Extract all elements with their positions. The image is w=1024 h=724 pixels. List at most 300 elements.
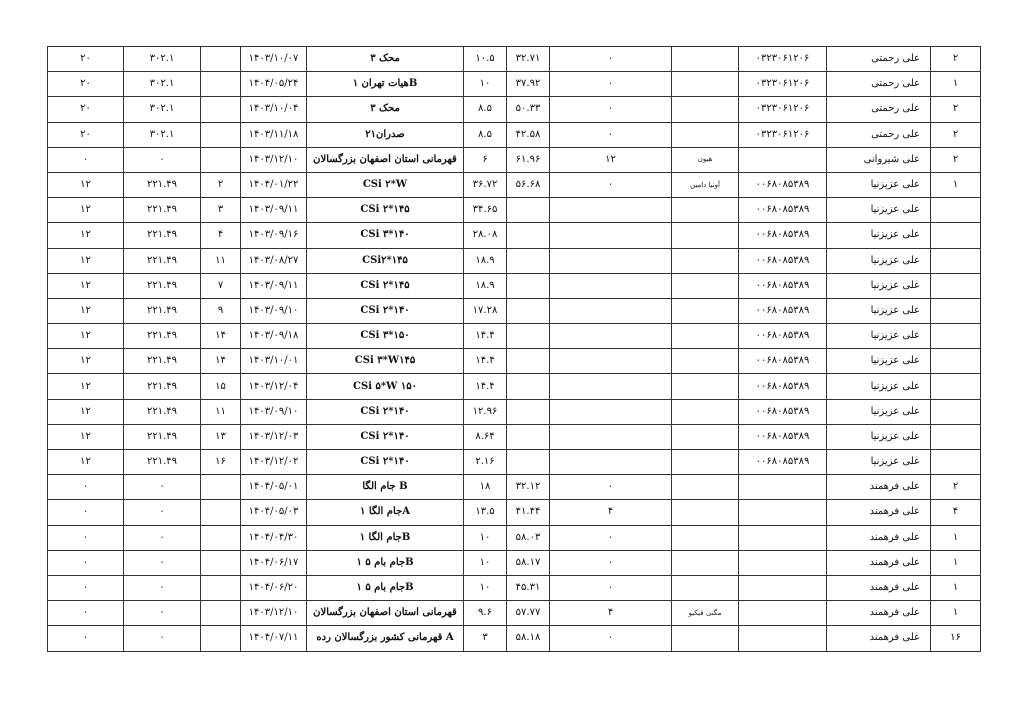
cell-c7: ۵۸.۱۷ [507,550,550,575]
table-row [48,626,981,651]
cell-c3 [201,122,241,147]
cell-date: ۱۴۰۳/۱۲/۰۴ [241,374,307,399]
cell-c9: مگنی فیکیو [672,601,739,626]
cell-c7 [507,248,550,273]
cell-name: علی عزیزنیا [827,298,931,323]
cell-c1: ۱۲ [48,450,124,475]
cell-c9: آونیا دامین [672,172,739,197]
cell-c6: ۱۳.۵ [464,500,507,525]
cell-c7: ۳۲.۷۱ [507,47,550,72]
table-row [48,575,981,600]
table-row [48,248,981,273]
cell-name: علی عزیزنیا [827,399,931,424]
cell-phone: ۰۰۶۸۰۸۵۳۸۹ [739,424,827,449]
cell-c12: ۱ [931,172,981,197]
cell-name: علی فرهمند [827,550,931,575]
cell-c9 [672,198,739,223]
cell-name: علی عزیزنیا [827,324,931,349]
cell-date: ۱۴۰۳/۰۹/۱۱ [241,198,307,223]
cell-c1: ۰ [48,500,124,525]
cell-c6: ۳ [464,626,507,651]
cell-phone: ۰۳۲۳۰۶۱۲۰۶ [739,122,827,147]
cell-competition: CSi ۲*۱۴۰ [307,399,464,424]
cell-c2: ۰ [124,147,201,172]
cell-c8 [550,273,672,298]
cell-c7: ۴۱.۴۴ [507,500,550,525]
table-row [48,97,981,122]
cell-c8 [550,298,672,323]
cell-phone: ۰۳۲۳۰۶۱۲۰۶ [739,47,827,72]
cell-date: ۱۴۰۴/۰۵/۰۳ [241,500,307,525]
cell-c1: ۱۲ [48,172,124,197]
cell-c7: ۴۲.۵۸ [507,122,550,147]
cell-competition: قهرمانی استان اصفهان بزرگسالان [307,601,464,626]
cell-c8: ۰ [550,626,672,651]
cell-c3: ۱۶ [201,450,241,475]
cell-name: علی عزیزنیا [827,424,931,449]
cell-c8 [550,248,672,273]
cell-c7 [507,198,550,223]
cell-c6: ۱۰ [464,575,507,600]
cell-c3 [201,500,241,525]
cell-c8 [550,450,672,475]
cell-c9 [672,500,739,525]
table-row [48,223,981,248]
records-table [47,46,981,652]
cell-c8 [550,374,672,399]
cell-c8: ۰ [550,122,672,147]
cell-c3: ۱۴ [201,324,241,349]
cell-c2: ۰ [124,575,201,600]
cell-c12 [931,248,981,273]
cell-c7 [507,424,550,449]
cell-date: ۱۴۰۳/۰۹/۱۸ [241,324,307,349]
cell-c12: ۲ [931,475,981,500]
cell-name: علی عزیزنیا [827,374,931,399]
cell-c9 [672,324,739,349]
cell-c6: ۶ [464,147,507,172]
cell-c12 [931,374,981,399]
cell-competition: CSi ۲*W [307,172,464,197]
cell-competition: CSi ۳*۱۵۰ [307,324,464,349]
cell-competition: جام الگا ۱A [307,500,464,525]
cell-c12: ۱ [931,72,981,97]
cell-date: ۱۴۰۴/۰۵/۲۴ [241,72,307,97]
cell-c6: ۱۴.۴ [464,324,507,349]
cell-c7 [507,450,550,475]
cell-c8 [550,324,672,349]
cell-c8: ۱۲ [550,147,672,172]
cell-c6: ۸.۵ [464,122,507,147]
cell-c9 [672,399,739,424]
cell-phone [739,550,827,575]
cell-date: ۱۴۰۳/۰۹/۱۶ [241,223,307,248]
cell-date: ۱۴۰۳/۱۲/۰۳ [241,424,307,449]
cell-c3: ۱۳ [201,424,241,449]
cell-phone [739,525,827,550]
cell-c1: ۱۲ [48,273,124,298]
cell-c7: ۳۲.۱۲ [507,475,550,500]
cell-competition: محک ۳ [307,47,464,72]
cell-c6: ۱۷.۲۸ [464,298,507,323]
cell-c2: ۲۲۱.۴۹ [124,172,201,197]
cell-name: علی عزیزنیا [827,349,931,374]
cell-c8 [550,223,672,248]
cell-c8: ۰ [550,475,672,500]
cell-c3 [201,72,241,97]
cell-c6: ۱۰ [464,550,507,575]
cell-c12: ۴ [931,500,981,525]
cell-c9 [672,122,739,147]
cell-c7: ۳۷.۹۲ [507,72,550,97]
cell-c3: ۹ [201,298,241,323]
cell-c12: ۲ [931,147,981,172]
cell-c2: ۲۲۱.۴۹ [124,450,201,475]
cell-c2: ۲۲۱.۴۹ [124,324,201,349]
cell-date: ۱۴۰۳/۱۰/۰۱ [241,349,307,374]
table-row [48,450,981,475]
cell-c3 [201,525,241,550]
cell-date: ۱۴۰۳/۱۲/۰۲ [241,450,307,475]
cell-name: علی رحمتی [827,122,931,147]
table-row [48,122,981,147]
cell-c1: ۰ [48,601,124,626]
cell-c7 [507,374,550,399]
cell-name: علی عزیزنیا [827,172,931,197]
cell-c1: ۱۲ [48,324,124,349]
cell-c1: ۱۲ [48,248,124,273]
cell-c9 [672,72,739,97]
cell-c2: ۰ [124,550,201,575]
cell-c6: ۲۸.۰۸ [464,223,507,248]
cell-c1: ۰ [48,475,124,500]
cell-c3 [201,601,241,626]
cell-phone: ۰۰۶۸۰۸۵۳۸۹ [739,172,827,197]
cell-c3: ۱۱ [201,399,241,424]
cell-competition: جام بام ۵ ۱B [307,550,464,575]
table-row [48,298,981,323]
cell-competition: جام الگا B [307,475,464,500]
cell-c6: ۱۴.۴ [464,374,507,399]
cell-c7 [507,298,550,323]
table-row [48,374,981,399]
cell-phone: ۰۰۶۸۰۸۵۳۸۹ [739,273,827,298]
cell-c2: ۲۲۱.۴۹ [124,424,201,449]
cell-c9 [672,626,739,651]
cell-c3: ۱۵ [201,374,241,399]
cell-c2: ۲۲۱.۴۹ [124,273,201,298]
cell-c1: ۱۲ [48,223,124,248]
cell-phone [739,575,827,600]
cell-c7: ۵۸.۰۳ [507,525,550,550]
cell-c2: ۲۲۱.۴۹ [124,374,201,399]
cell-c8 [550,198,672,223]
cell-name: علی رحمتی [827,97,931,122]
cell-c12 [931,399,981,424]
cell-c8: ۰ [550,525,672,550]
cell-date: ۱۴۰۳/۰۸/۲۷ [241,248,307,273]
table-row [48,399,981,424]
cell-c6: ۱۸.۹ [464,248,507,273]
cell-c12: ۱۶ [931,626,981,651]
table-row [48,475,981,500]
cell-c2: ۰ [124,601,201,626]
cell-c3 [201,475,241,500]
cell-c6: ۳۶.۷۲ [464,172,507,197]
cell-phone: ۰۰۶۸۰۸۵۳۸۹ [739,223,827,248]
cell-c8 [550,399,672,424]
cell-c8: ۰ [550,550,672,575]
table-row [48,550,981,575]
table-row [48,147,981,172]
cell-c3 [201,97,241,122]
cell-c3: ۲ [201,172,241,197]
cell-c1: ۰ [48,626,124,651]
cell-c9 [672,450,739,475]
cell-c2: ۰ [124,500,201,525]
cell-competition: جام الگا ۱B [307,525,464,550]
cell-c12 [931,349,981,374]
cell-c1: ۲۰ [48,72,124,97]
cell-date: ۱۴۰۳/۱۱/۱۸ [241,122,307,147]
table-row [48,324,981,349]
cell-c8: ۰ [550,72,672,97]
cell-c12: ۲ [931,97,981,122]
cell-c6: ۱۰.۵ [464,47,507,72]
cell-c1: ۱۲ [48,198,124,223]
cell-c2: ۲۲۱.۴۹ [124,399,201,424]
cell-competition: CSi ۲*۱۴۰ [307,450,464,475]
cell-date: ۱۴۰۳/۱۰/۰۴ [241,97,307,122]
cell-competition: CSi ۲*۱۴۵ [307,198,464,223]
cell-c6: ۲.۱۶ [464,450,507,475]
cell-c6: ۸.۶۴ [464,424,507,449]
cell-c2: ۳۰۲.۱ [124,47,201,72]
cell-c9 [672,223,739,248]
cell-name: علی عزیزنیا [827,198,931,223]
cell-c2: ۰ [124,525,201,550]
cell-c8: ۴ [550,500,672,525]
cell-c12 [931,424,981,449]
cell-competition: CSi ۵*W ۱۵۰ [307,374,464,399]
cell-c1: ۲۰ [48,122,124,147]
cell-name: علی فرهمند [827,575,931,600]
cell-c6: ۹.۶ [464,601,507,626]
cell-c12: ۲ [931,122,981,147]
table-row [48,525,981,550]
cell-c3 [201,550,241,575]
cell-competition: جام بام ۵ ۱B [307,575,464,600]
cell-c1: ۰ [48,550,124,575]
cell-c1: ۲۰ [48,97,124,122]
cell-c9 [672,550,739,575]
cell-name: علی عزیزنیا [827,248,931,273]
cell-date: ۱۴۰۳/۰۹/۱۰ [241,399,307,424]
cell-c1: ۰ [48,147,124,172]
cell-phone [739,626,827,651]
table-row [48,172,981,197]
cell-date: ۱۴۰۴/۰۶/۱۷ [241,550,307,575]
table-row [48,424,981,449]
cell-competition: CSi ۲*۱۴۰ [307,424,464,449]
cell-c8 [550,349,672,374]
cell-c7: ۵۶.۶۸ [507,172,550,197]
cell-phone: ۰۳۲۳۰۶۱۲۰۶ [739,97,827,122]
cell-c8: ۰ [550,575,672,600]
cell-c12: ۱ [931,525,981,550]
cell-c1: ۱۲ [48,374,124,399]
cell-competition: CSi۲*۱۴۵ [307,248,464,273]
cell-competition: محک ۳ [307,97,464,122]
cell-c3: ۱۱ [201,248,241,273]
cell-date: ۱۴۰۳/۱۰/۰۷ [241,47,307,72]
cell-c2: ۳۰۲.۱ [124,72,201,97]
cell-name: علی فرهمند [827,525,931,550]
cell-c9 [672,374,739,399]
table-row [48,349,981,374]
cell-c9 [672,525,739,550]
cell-c3 [201,147,241,172]
cell-competition: هیات تهران ۱B [307,72,464,97]
cell-c1: ۰ [48,575,124,600]
cell-c3: ۴ [201,223,241,248]
cell-c7 [507,324,550,349]
cell-c12 [931,450,981,475]
cell-c9 [672,298,739,323]
cell-c12: ۱ [931,601,981,626]
cell-c9 [672,475,739,500]
cell-c1: ۰ [48,525,124,550]
cell-c9: هیون [672,147,739,172]
cell-c6: ۱۲.۹۶ [464,399,507,424]
table-row [48,47,981,72]
cell-c6: ۸.۵ [464,97,507,122]
cell-c2: ۳۰۲.۱ [124,97,201,122]
cell-c1: ۱۲ [48,424,124,449]
cell-c3: ۱۴ [201,349,241,374]
cell-c2: ۰ [124,475,201,500]
cell-c12: ۱ [931,550,981,575]
cell-c9 [672,248,739,273]
cell-phone [739,500,827,525]
cell-phone: ۰۰۶۸۰۸۵۳۸۹ [739,450,827,475]
cell-c8: ۴ [550,601,672,626]
cell-c7 [507,273,550,298]
cell-c2: ۲۲۱.۴۹ [124,223,201,248]
cell-name: علی فرهمند [827,475,931,500]
cell-c12 [931,273,981,298]
cell-c9 [672,273,739,298]
cell-date: ۱۴۰۳/۱۲/۱۰ [241,147,307,172]
cell-c7: ۵۷.۷۷ [507,601,550,626]
cell-date: ۱۴۰۳/۰۹/۱۱ [241,273,307,298]
cell-competition: CSi ۲*۱۴۵ [307,273,464,298]
cell-name: علی عزیزنیا [827,273,931,298]
cell-phone: ۰۳۲۳۰۶۱۲۰۶ [739,72,827,97]
cell-c7: ۵۸.۱۸ [507,626,550,651]
cell-name: علی رحمتی [827,72,931,97]
cell-phone [739,475,827,500]
cell-c12: ۲ [931,47,981,72]
cell-competition: صدران۲۱ [307,122,464,147]
table-row [48,500,981,525]
cell-name: علی عزیزنیا [827,223,931,248]
cell-c3 [201,47,241,72]
cell-name: علی فرهمند [827,626,931,651]
cell-c7 [507,349,550,374]
cell-phone [739,147,827,172]
cell-c8 [550,424,672,449]
cell-c2: ۲۲۱.۴۹ [124,298,201,323]
cell-c8: ۰ [550,172,672,197]
table-row [48,198,981,223]
cell-competition: قهرمانی کشور بزرگسالان رده A [307,626,464,651]
cell-competition: CSi ۳*۱۴۰ [307,223,464,248]
table-row [48,601,981,626]
cell-c9 [672,97,739,122]
cell-c2: ۳۰۲.۱ [124,122,201,147]
cell-name: علی شیروانی [827,147,931,172]
cell-c12 [931,198,981,223]
cell-c12: ۱ [931,575,981,600]
cell-date: ۱۴۰۳/۱۲/۱۰ [241,601,307,626]
cell-c6: ۱۸ [464,475,507,500]
cell-c12 [931,223,981,248]
cell-c6: ۱۴.۴ [464,349,507,374]
cell-date: ۱۴۰۴/۰۵/۰۱ [241,475,307,500]
cell-competition: CSi ۲*۱۴۰ [307,298,464,323]
cell-c2: ۰ [124,626,201,651]
cell-c1: ۱۲ [48,298,124,323]
cell-date: ۱۴۰۴/۰۱/۲۲ [241,172,307,197]
cell-c7: ۴۵.۳۱ [507,575,550,600]
cell-c7: ۵۰.۳۳ [507,97,550,122]
cell-c7 [507,399,550,424]
cell-phone: ۰۰۶۸۰۸۵۳۸۹ [739,399,827,424]
cell-c2: ۲۲۱.۴۹ [124,248,201,273]
cell-phone [739,601,827,626]
cell-c3 [201,575,241,600]
cell-c9 [672,349,739,374]
cell-phone: ۰۰۶۸۰۸۵۳۸۹ [739,248,827,273]
cell-c2: ۲۲۱.۴۹ [124,198,201,223]
cell-competition: CSi ۳*W۱۴۵ [307,349,464,374]
cell-name: علی عزیزنیا [827,450,931,475]
cell-phone: ۰۰۶۸۰۸۵۳۸۹ [739,349,827,374]
cell-date: ۱۴۰۳/۰۹/۱۰ [241,298,307,323]
cell-date: ۱۴۰۴/۰۶/۲۰ [241,575,307,600]
cell-name: علی فرهمند [827,500,931,525]
cell-c12 [931,324,981,349]
cell-phone: ۰۰۶۸۰۸۵۳۸۹ [739,324,827,349]
cell-date: ۱۴۰۴/۰۴/۳۰ [241,525,307,550]
cell-phone: ۰۰۶۸۰۸۵۳۸۹ [739,298,827,323]
cell-name: علی فرهمند [827,601,931,626]
table-row [48,72,981,97]
cell-c8: ۰ [550,97,672,122]
cell-c7 [507,223,550,248]
cell-c9 [672,575,739,600]
cell-c1: ۱۲ [48,349,124,374]
cell-c12 [931,298,981,323]
cell-c8: ۰ [550,47,672,72]
cell-competition: قهرمانی استان اصفهان بزرگسالان [307,147,464,172]
cell-c6: ۱۸.۹ [464,273,507,298]
cell-phone: ۰۰۶۸۰۸۵۳۸۹ [739,374,827,399]
cell-name: علی رحمتی [827,47,931,72]
cell-c6: ۳۴.۶۵ [464,198,507,223]
cell-c6: ۱۰ [464,525,507,550]
